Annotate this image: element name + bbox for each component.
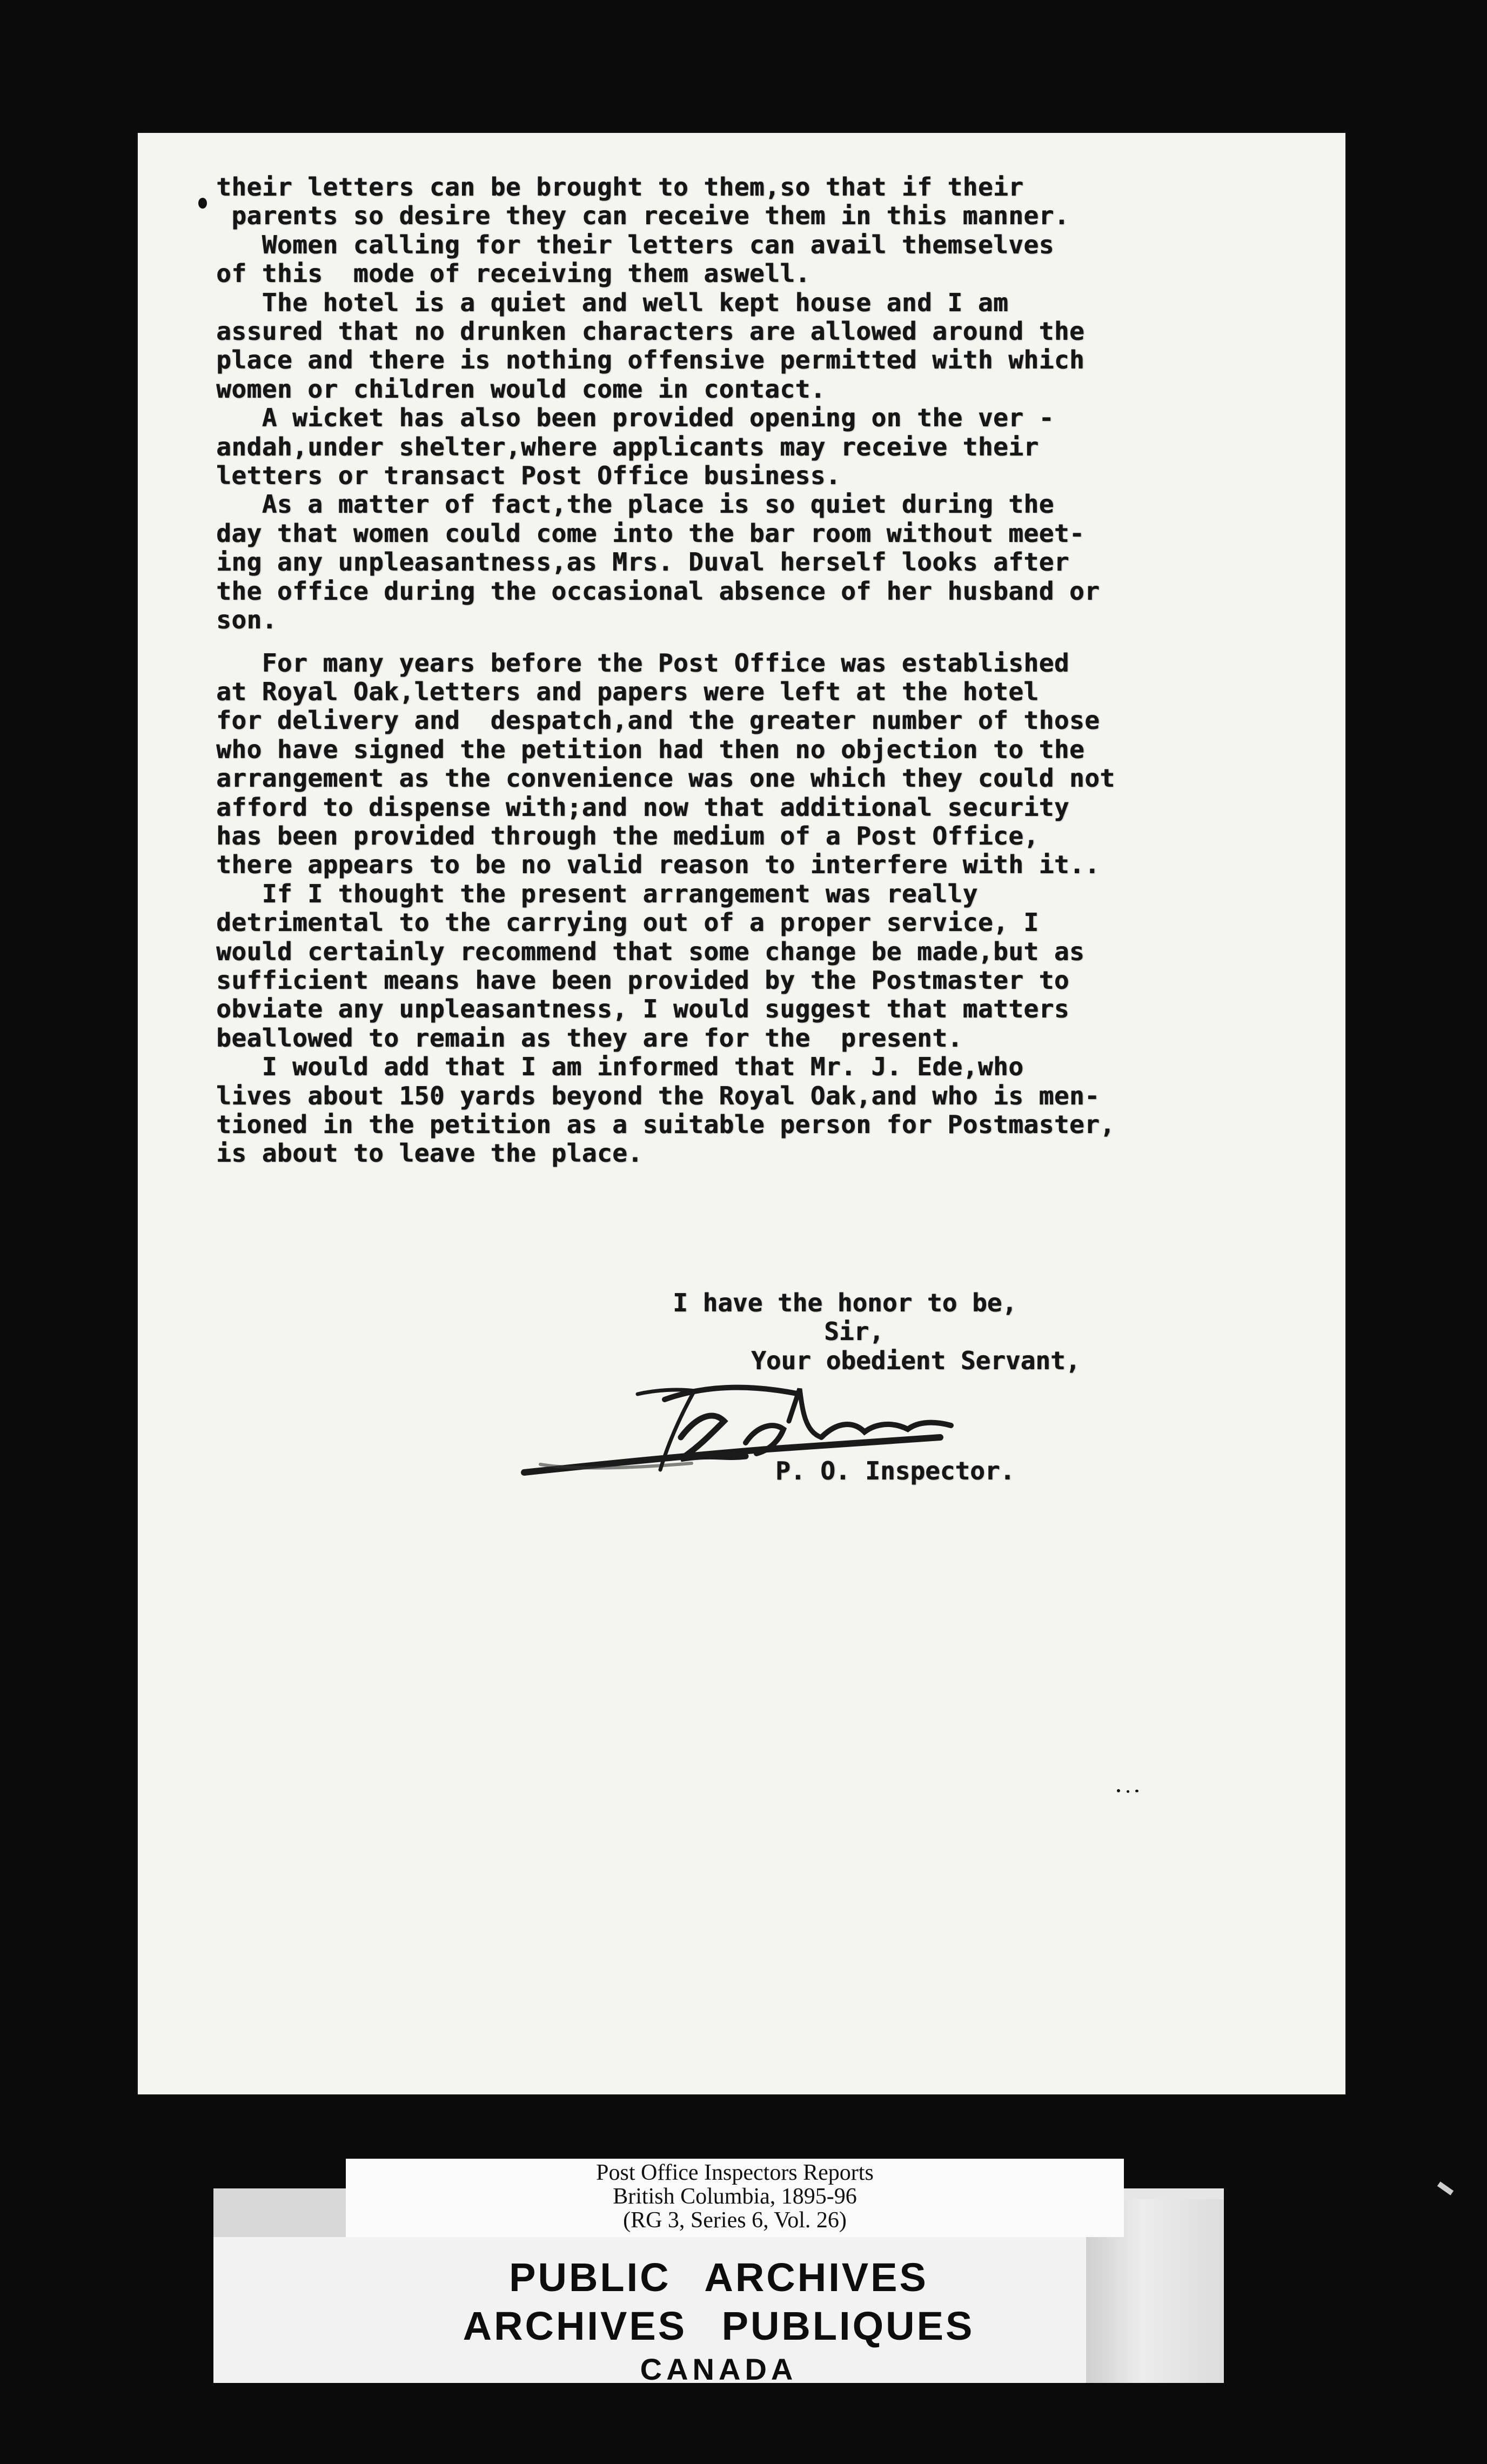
reference-volume: (RG 3, Series 6, Vol. 26)	[623, 2208, 847, 2233]
letter-line: for delivery and despatch,and the greater number of those	[216, 706, 1100, 735]
letter-line: Women calling for their letters can avail themselves	[216, 230, 1054, 259]
letter-line: is about to leave the place.	[216, 1139, 643, 1168]
letter-line: arrangement as the convenience was one which they could not	[216, 764, 1115, 793]
letter-body	[216, 173, 1270, 1168]
letter-line: beallowed to remain as they are for the present.	[216, 1023, 963, 1053]
letter-line: day that women could come into the bar room without meet-	[216, 518, 1085, 548]
ink-speck	[1135, 1790, 1138, 1792]
letter-line: I would add that I am informed that Mr. J. Ede,who	[216, 1052, 1024, 1082]
closing-salutation: I have the honor to be,	[673, 1288, 1017, 1317]
letter-line: A wicket has also been provided opening on the ver -	[216, 403, 1054, 433]
archive-country: CANADA	[640, 2352, 798, 2386]
reference-title: Post Office Inspectors Reports	[596, 2160, 874, 2185]
ink-speck	[1127, 1790, 1129, 1793]
letter-line: afford to dispense with;and now that additional security	[216, 792, 1069, 822]
letter-line: assured that no drunken characters are allowed around the	[216, 317, 1085, 346]
archive-stamp	[213, 2253, 1224, 2388]
archive-name-english: PUBLIC ARCHIVES	[509, 2255, 928, 2300]
letter-line: their letters can be brought to them,so that if their	[216, 172, 1024, 202]
letter-line: of this mode of receiving them aswell.	[216, 259, 811, 289]
letter-line: For many years before the Post Office was established	[216, 648, 1069, 678]
letter-line: tioned in the petition as a suitable person for Postmaster,	[216, 1110, 1115, 1139]
signatory-title: P. O. Inspector.	[775, 1456, 1015, 1485]
reference-region: British Columbia, 1895-96	[613, 2184, 857, 2209]
closing-sir: Sir,	[824, 1317, 884, 1347]
film-edge-mark	[1437, 2181, 1453, 2195]
handwritten-page-number	[627, 1383, 708, 1475]
letter-line: who have signed the petition had then no objection to the	[216, 734, 1085, 764]
letter-line: If I thought the present arrangement was really	[216, 879, 978, 908]
letter-line: place and there is nothing offensive permitted with which	[216, 345, 1085, 375]
letter-line: son.	[216, 605, 277, 635]
letter-line: women or children would come in contact.	[216, 374, 826, 404]
letter-closing	[216, 1289, 1270, 1375]
archive-name-french: ARCHIVES PUBLIQUES	[463, 2304, 975, 2348]
letter-line: As a matter of fact,the place is so quiet during the	[216, 490, 1054, 519]
letter-line: letters or transact Post Office business.	[216, 461, 841, 491]
letter-line: at Royal Oak,letters and papers were left at the hotel	[216, 677, 1039, 706]
letter-line: detrimental to the carrying out of a proper service, I	[216, 908, 1039, 938]
letter-line: andah,under shelter,where applicants may receive their	[216, 432, 1039, 461]
letter-line: The hotel is a quiet and well kept house and I am	[216, 287, 1009, 317]
ink-speck	[198, 198, 207, 209]
letter-line: obviate any unpleasantness, I would suggest that matters	[216, 994, 1069, 1024]
ink-speck	[1117, 1789, 1120, 1792]
letter-line: sufficient means have been provided by the Postmaster to	[216, 965, 1069, 995]
letter-line: parents so desire they can receive them in this manner.	[216, 201, 1069, 231]
letter-line: lives about 150 yards beyond the Royal Oak,and who is men-	[216, 1081, 1100, 1110]
closing-servant: Your obedient Servant,	[751, 1345, 1081, 1375]
letter-line: ing any unpleasantness,as Mrs. Duval herself looks after	[216, 547, 1069, 577]
letter-line: the office during the occasional absence of her husband or	[216, 576, 1100, 606]
archive-reference-slip	[346, 2159, 1124, 2237]
letter-line: would certainly recommend that some change be made,but as	[216, 936, 1085, 966]
letter-line: has been provided through the medium of a Post Office,	[216, 821, 1039, 851]
letter-line: there appears to be no valid reason to interfere with it..	[216, 850, 1100, 880]
